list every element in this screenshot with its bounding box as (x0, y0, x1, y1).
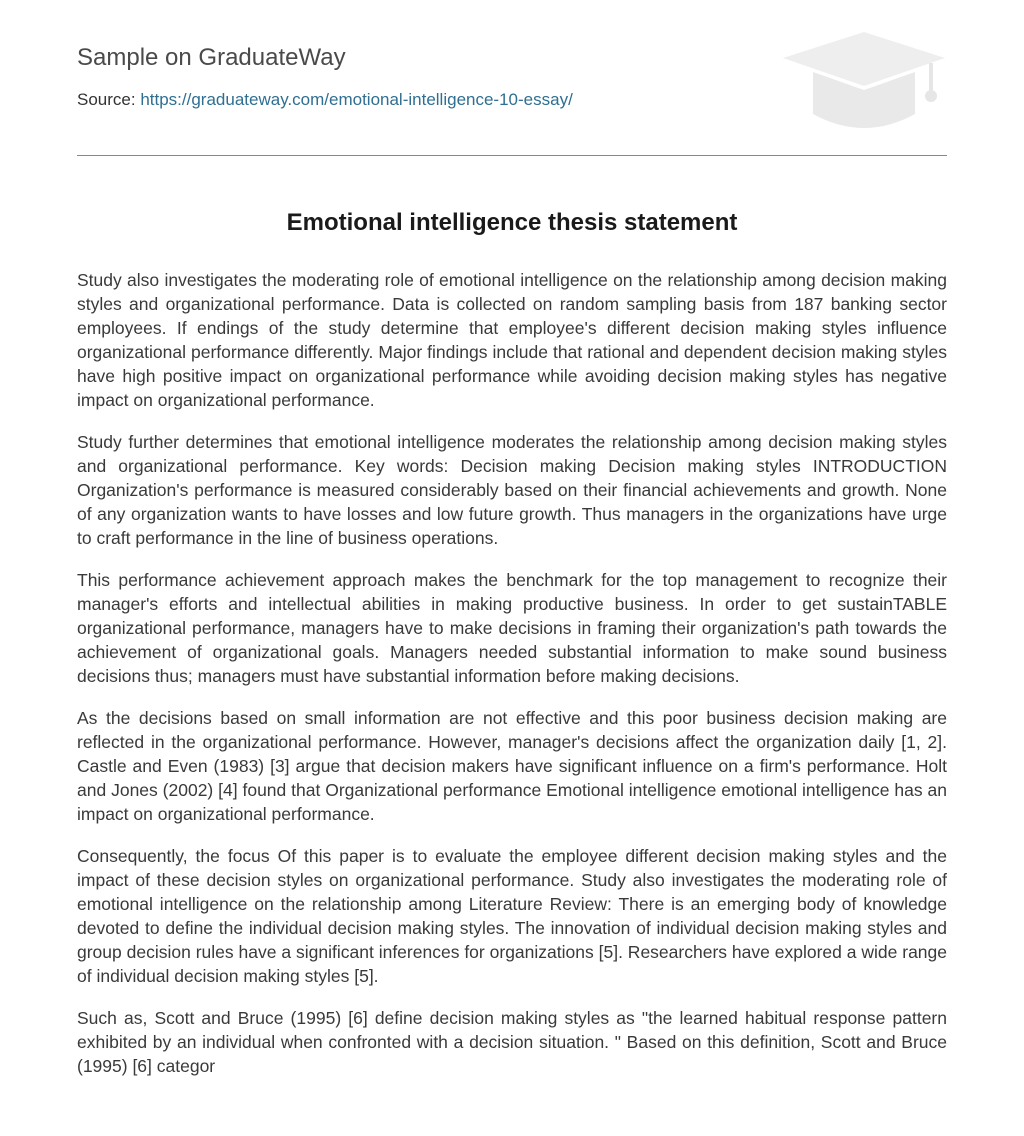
paragraph: Consequently, the focus Of this paper is to evaluate the employee different decision making styles and the impact of these decision styles on organizational performance. Study also investigates the moderating role of emotional intelligence on the relationship among Literature Review: There is an emerging body of knowledge devoted to define the individual decision making styles. The innovation of individual decision making styles and group decision rules have a significant inferences for organizations [5]. Researchers have explored a wide range of individual decision making styles [5]. (77, 846, 947, 986)
page (77, 0, 947, 1096)
site-name: Sample on GraduateWay (77, 44, 346, 71)
header (77, 0, 947, 156)
source-line (77, 90, 573, 110)
paragraph: As the decisions based on small information are not effective and this poor business decision making are reflected in the organizational performance. However, manager's decisions affect the organization daily [1, 2]. Castle and Even (1983) [3] argue that decision makers have significant influence on a firm's performance. Holt and Jones (2002) [4] found that Organizational performance Emotional intelligence emotional intelligence has an impact on organizational performance. (77, 708, 947, 824)
article-title: Emotional intelligence thesis statement (286, 209, 738, 236)
source-label: Source: (77, 90, 136, 109)
graduation-cap-icon (781, 30, 947, 134)
paragraph: Study further determines that emotional intelligence moderates the relationship among decision making styles and organizational performance. Key words: Decision making Decision making styles INTRODUCTION Organization's performance is measured considerably based on their financial achievements and growth. None of any organization wants to have losses and low future growth. Thus managers in the organizations have urge to craft performance in the line of business operations. (77, 432, 947, 548)
paragraph: Such as, Scott and Bruce (1995) [6] define decision making styles as "the learned habitual response pattern exhibited by an individual when confronted with a decision situation. " Based on this definition, Scott and Bruce (1995) [6] categor (77, 1008, 947, 1076)
paragraph: This performance achievement approach makes the benchmark for the top management to recognize their manager's efforts and intellectual abilities in making productive business. In order to get sustainTABLE organizational performance, managers have to make decisions in framing their organization's path towards the achievement of organizational goals. Managers needed substantial information to make sound business decisions thus; managers must have substantial information before making decisions. (77, 570, 947, 686)
article-body (77, 268, 947, 1078)
paragraph: Study also investigates the moderating role of emotional intelligence on the relationship among decision making styles and organizational performance. Data is collected on random sampling basis from 187 banking sector employees. If endings of the study determine that employee's different decision making styles influence organizational performance differently. Major findings include that rational and dependent decision making styles have high positive impact on organizational performance while avoiding decision making styles has negative impact on organizational performance. (77, 270, 947, 410)
source-link[interactable]: https://graduateway.com/emotional-intelligence-10-essay/ (140, 90, 573, 109)
